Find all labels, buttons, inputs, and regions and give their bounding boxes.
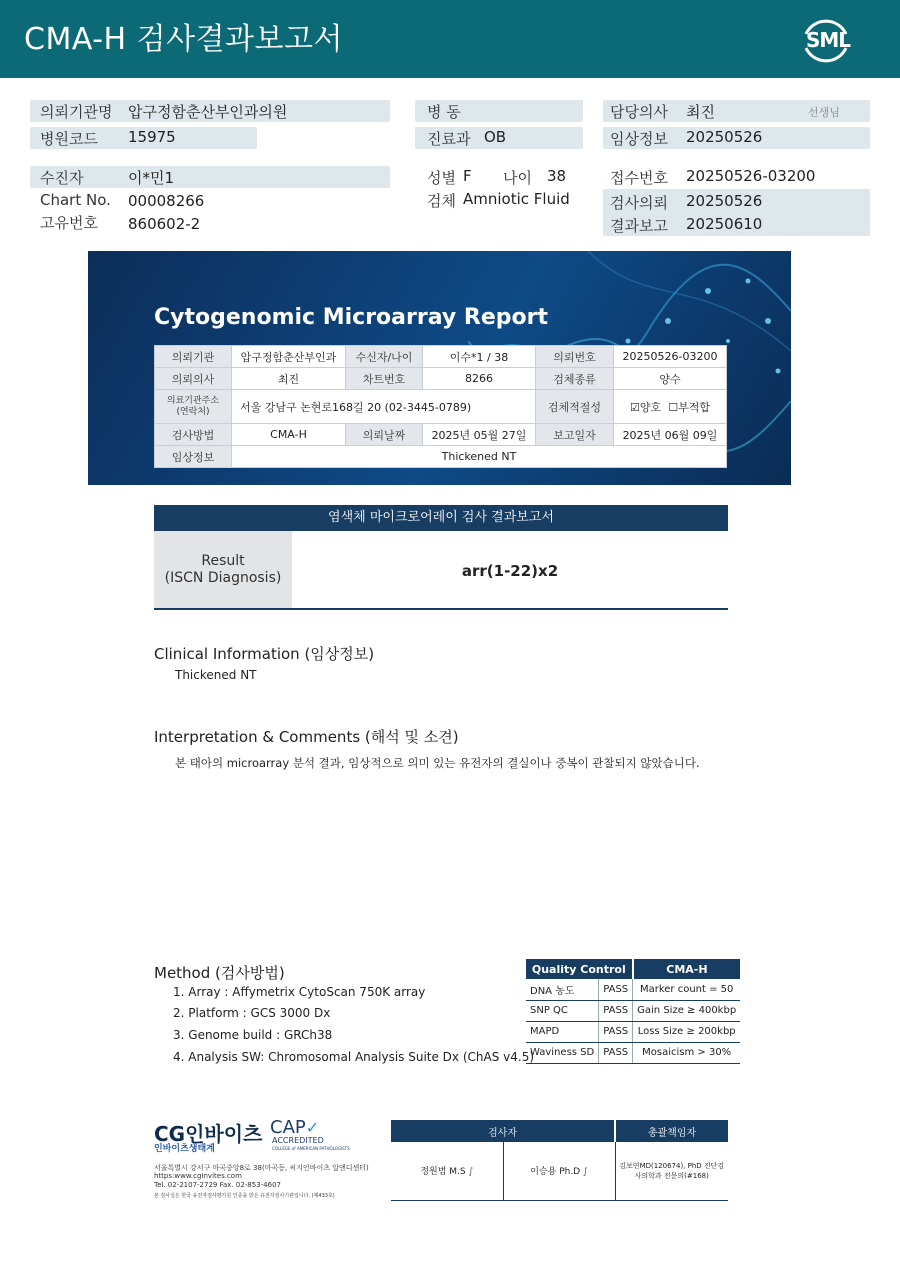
qc-status: PASS: [599, 1042, 633, 1063]
examiner-signature: [391, 1142, 503, 1200]
examiner-signature: [503, 1142, 615, 1200]
qc-row: [526, 979, 740, 1000]
sex-label: 성별: [427, 169, 456, 187]
clinical-label: 임상정보: [610, 130, 668, 148]
banner-row: [155, 446, 727, 468]
director-header: 총괄책임자: [615, 1120, 728, 1142]
unchecked-box-icon: ☐: [668, 400, 679, 414]
specimen-adequacy: [614, 390, 727, 424]
sign-row: [391, 1142, 728, 1200]
sml-logo-text: SML: [805, 28, 850, 52]
banner-row: [155, 346, 727, 368]
method-item: 4. Analysis SW: Chromosomal Analysis Suite Dx (ChAS v4.5): [173, 1050, 535, 1064]
quality-control-table: [526, 959, 740, 1064]
banner-cell: 보고일자: [536, 424, 614, 446]
chart-value: 00008266: [128, 192, 205, 210]
request-value: 20250526: [686, 192, 763, 210]
qc-name: MAPD: [526, 1021, 599, 1042]
signature-icon: ∫: [465, 1167, 474, 1178]
clinical-value: 20250526: [686, 128, 763, 146]
qc-header-row: [526, 959, 740, 979]
qc-status: PASS: [599, 1021, 633, 1042]
request-label: 검사의뢰: [610, 194, 668, 212]
cap-accredited: ACCREDITED: [272, 1136, 324, 1145]
banner-cell: 8266: [423, 368, 536, 390]
signature-table: [391, 1120, 728, 1201]
page-header: [0, 0, 900, 78]
banner-cell: 의료기관주소 (연락처): [155, 390, 232, 424]
doctor-label: 담당의사: [610, 103, 668, 121]
method-item: 1. Array : Affymetrix CytoScan 750K array: [173, 985, 426, 999]
banner-info-table: [154, 345, 727, 468]
receipt-label: 접수번호: [610, 169, 668, 187]
cap-college: COLLEGE of AMERICAN PATHOLOGISTS: [272, 1146, 350, 1151]
banner-cell: 의뢰날짜: [346, 424, 423, 446]
banner-cell: 임상정보: [155, 446, 232, 468]
patient-value: 이*민1: [128, 169, 175, 187]
website-line: https:www.cgInvites.com: [154, 1172, 242, 1180]
address-line: 서울특별시 강서구 마곡중앙8로 38(마곡동, 씨지인바이츠 알앤디센터): [154, 1164, 369, 1172]
banner-cell: 검체종류: [536, 368, 614, 390]
banner-row: [155, 368, 727, 390]
clinical-info-title: Clinical Information (임상정보): [154, 645, 375, 663]
banner-cell: 검체적절성: [536, 390, 614, 424]
method-item: 3. Genome build : GRCh38: [173, 1028, 333, 1042]
banner-cell: 이수*1 / 38: [423, 346, 536, 368]
banner-title: Cytogenomic Microarray Report: [154, 305, 548, 330]
specimen-value: Amniotic Fluid: [463, 190, 570, 208]
result-label: [154, 531, 292, 609]
banner-cell: CMA-H: [232, 424, 346, 446]
sex-value: F: [463, 167, 472, 185]
qc-criteria: Loss Size ≥ 200kbp: [633, 1021, 741, 1042]
banner-row: [155, 390, 727, 424]
banner-cell: 압구정함춘산부인과: [232, 346, 346, 368]
qc-criteria: Marker count = 50: [633, 979, 741, 1000]
banner-cell: Thickened NT: [232, 446, 727, 468]
inadequate-label: 부적합: [678, 400, 710, 414]
method-item: 2. Platform : GCS 3000 Dx: [173, 1006, 331, 1020]
hospital-code-value: 15975: [128, 128, 176, 146]
director-signature: 김보연MD(120674), PhD 진단검사의학과 전문의(#168): [615, 1142, 728, 1200]
patient-label: 수진자: [40, 169, 84, 187]
cap-logo-text: CAP: [270, 1117, 306, 1138]
signature-icon: ∫: [580, 1167, 588, 1178]
qc-status: PASS: [599, 979, 633, 1000]
age-value: 38: [547, 167, 567, 185]
checkmark-icon: ✓: [305, 1118, 320, 1137]
doctor-suffix: 선생님: [808, 106, 840, 119]
qc-status: PASS: [599, 1000, 633, 1021]
qc-name: SNP QC: [526, 1000, 599, 1021]
chart-label: Chart No.: [40, 191, 111, 209]
report-value: 20250610: [686, 215, 763, 233]
result-header: 염색체 마이크로어레이 검사 결과보고서: [154, 505, 728, 531]
result-label-line2: (ISCN Diagnosis): [164, 570, 282, 586]
method-title: Method (검사방법): [154, 964, 285, 982]
qc-criteria: Gain Size ≥ 400kbp: [633, 1000, 741, 1021]
institution-value: 압구정함춘산부인과의원: [128, 103, 288, 121]
cg-invites-logo: CG인바이츠: [154, 1122, 263, 1146]
banner-cell: 의뢰번호: [536, 346, 614, 368]
phone-line: Tel. 02-2107-2729 Fax. 02-853-4607: [154, 1181, 282, 1189]
qc-header-left: Quality Control: [526, 959, 633, 979]
qc-row: [526, 1042, 740, 1063]
banner-cell: 수신자/나이: [346, 346, 423, 368]
banner-cell: 20250526-03200: [614, 346, 727, 368]
qc-criteria: Mosaicism > 30%: [633, 1042, 741, 1063]
cg-invites-sub: 인바이츠생태계: [154, 1144, 215, 1154]
qc-name: Waviness SD: [526, 1042, 599, 1063]
cap-logo: [270, 1117, 319, 1138]
institution-label: 의뢰기관명: [40, 103, 113, 121]
examiner-name: 정원범 M.S: [420, 1167, 466, 1178]
checked-box-icon: ☑: [630, 400, 640, 414]
adequate-label: 양호: [639, 400, 662, 414]
result-label-line1: Result: [201, 553, 245, 569]
divider: [154, 608, 728, 610]
qc-row: [526, 1000, 740, 1021]
report-banner: [88, 251, 791, 485]
qc-header-right: CMA-H: [633, 959, 741, 979]
dept-label: 진료과: [427, 130, 471, 148]
banner-cell: 의뢰기관: [155, 346, 232, 368]
result-value: arr(1-22)x2: [461, 562, 559, 580]
banner-cell: 최진: [232, 368, 346, 390]
examiner-name: 이승용 Ph.D: [530, 1167, 581, 1178]
specimen-label: 검체: [427, 192, 456, 210]
banner-cell: 2025년 05월 27일: [423, 424, 536, 446]
interpretation-title: Interpretation & Comments (해석 및 소견): [154, 728, 459, 746]
banner-cell: 차트번호: [346, 368, 423, 390]
examiner-header: 검사자: [391, 1120, 615, 1142]
hospital-code-label: 병원코드: [40, 130, 98, 148]
banner-address: 서울 강남구 논현로168길 20 (02-3445-0789): [232, 390, 536, 424]
qc-name: DNA 농도: [526, 979, 599, 1000]
qc-row: [526, 1021, 740, 1042]
doctor-value: 최진: [686, 103, 715, 121]
banner-cell: 의뢰의사: [155, 368, 232, 390]
sign-header-row: [391, 1120, 728, 1142]
age-label: 나이: [503, 169, 532, 187]
uid-value: 860602-2: [128, 215, 201, 233]
banner-cell: 2025년 06월 09일: [614, 424, 727, 446]
banner-row: [155, 424, 727, 446]
clinical-info-body: Thickened NT: [175, 668, 257, 682]
page-title: CMA-H 검사결과보고서: [24, 22, 343, 57]
banner-cell: 양수: [614, 368, 727, 390]
report-label: 결과보고: [610, 217, 668, 235]
dept-value: OB: [484, 128, 507, 146]
receipt-value: 20250526-03200: [686, 167, 816, 185]
uid-label: 고유번호: [40, 214, 98, 232]
interpretation-body: 본 태아의 microarray 분석 결과, 임상적으로 의미 있는 유전자의 결실이나 중복이 관찰되지 않았습니다.: [175, 756, 700, 770]
patient-bar: [30, 166, 390, 188]
banner-cell: 검사방법: [155, 424, 232, 446]
ward-label: 병 동: [427, 103, 461, 121]
certification-line: 본 검사실은 한국 유전자검사평가원 인증을 받은 유전자검사기관입니다. (제433호): [154, 1193, 335, 1199]
